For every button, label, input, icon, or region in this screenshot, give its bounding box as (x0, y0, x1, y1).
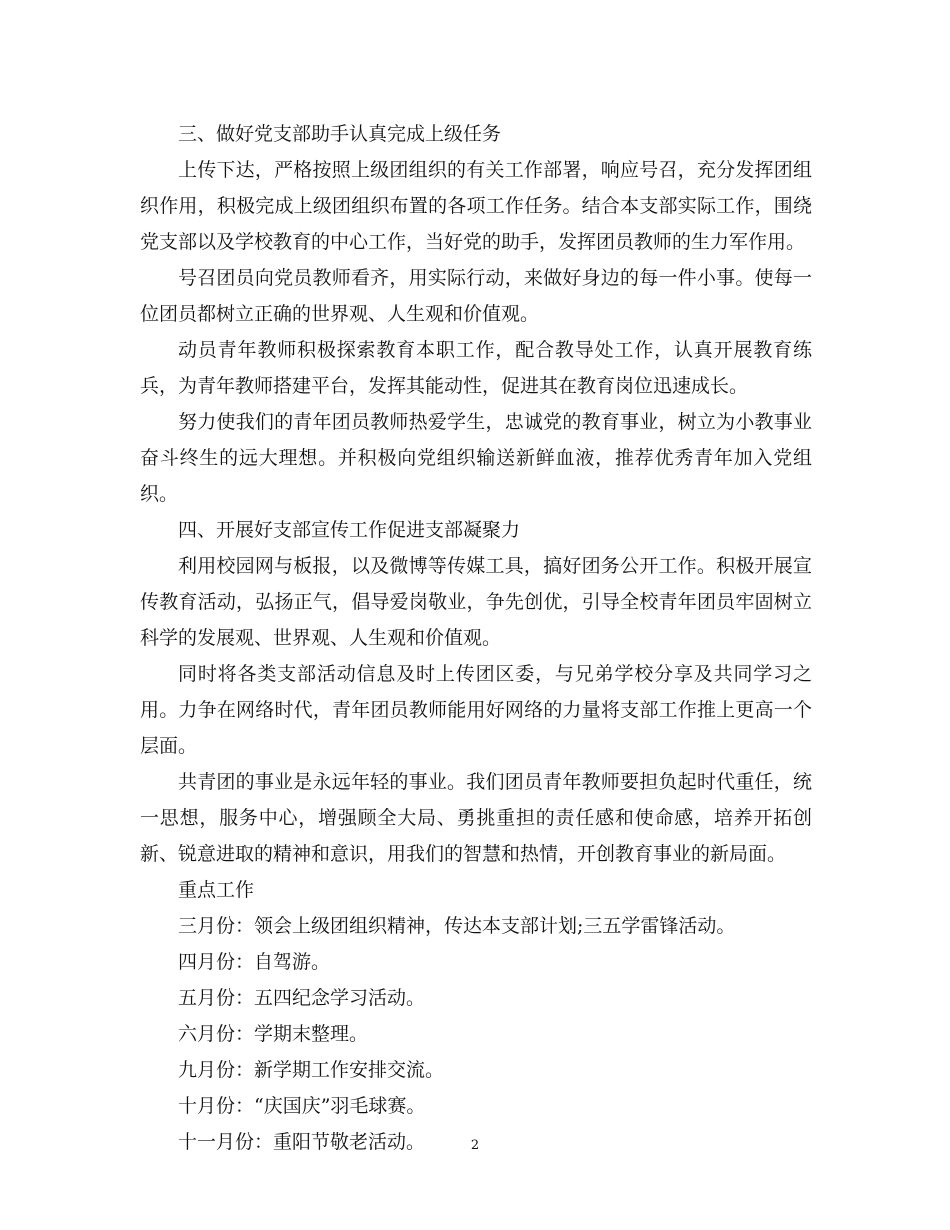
paragraph: 上传下达，严格按照上级团组织的有关工作部署，响应号召，充分发挥团组织作用，积极完成上级团组织布置的各项工作任务。结合本支部实际工作，围绕党支部以及学校教育的中心工作，当好党的助手，发挥团员教师的生力军作用。 (140, 159, 812, 253)
schedule-item: 六月份：学期末整理。 (178, 1023, 369, 1045)
paragraph: 共青团的事业是永远年轻的事业。我们团员青年教师要担负起时代重任，统一思想，服务中心，增强顾全大局、勇挑重担的责任感和使命感，培养开拓创新、锐意进取的精神和意识，用我们的智慧和热情，开创教育事业的新局面。 (140, 771, 812, 865)
section-heading-3: 三、做好党支部助手认真完成上级任务 (178, 123, 502, 145)
paragraph: 同时将各类支部活动信息及时上传团区委，与兄弟学校分享及共同学习之用。力争在网络时代，青年团员教师能用好网络的力量将支部工作推上更高一个层面。 (140, 663, 812, 757)
schedule-item: 四月份：自驾游。 (178, 951, 331, 973)
paragraph: 号召团员向党员教师看齐，用实际行动，来做好身边的每一件小事。使每一位团员都树立正确的世界观、人生观和价值观。 (140, 267, 812, 325)
schedule-item: 十月份：“庆国庆”羽毛球赛。 (178, 1095, 426, 1117)
paragraph: 努力使我们的青年团员教师热爱学生，忠诚党的教育事业，树立为小教事业奋斗终生的远大理想。并积极向党组织输送新鲜血液，推荐优秀青年加入党组织。 (140, 411, 812, 505)
schedule-item: 十一月份：重阳节敬老活动。 (178, 1131, 426, 1153)
document-body (140, 116, 812, 1160)
page-number: 2 (470, 1138, 480, 1153)
section-heading-4: 四、开展好支部宣传工作促进支部凝聚力 (178, 519, 521, 541)
schedule-item: 九月份：新学期工作安排交流。 (178, 1059, 445, 1081)
paragraph: 利用校园网与板报，以及微博等传媒工具，搞好团务公开工作。积极开展宣传教育活动，弘扬正气，倡导爱岗敬业，争先创优，引导全校青年团员牢固树立科学的发展观、世界观、人生观和价值观。 (140, 555, 812, 649)
key-work-heading: 重点工作 (178, 879, 255, 901)
paragraph: 动员青年教师积极探索教育本职工作，配合教导处工作，认真开展教育练兵，为青年教师搭建平台，发挥其能动性，促进其在教育岗位迅速成长。 (140, 339, 812, 397)
schedule-item: 三月份：领会上级团组织精神，传达本支部计划;三五学雷锋活动。 (178, 915, 736, 937)
schedule-item: 五月份：五四纪念学习活动。 (178, 987, 426, 1009)
